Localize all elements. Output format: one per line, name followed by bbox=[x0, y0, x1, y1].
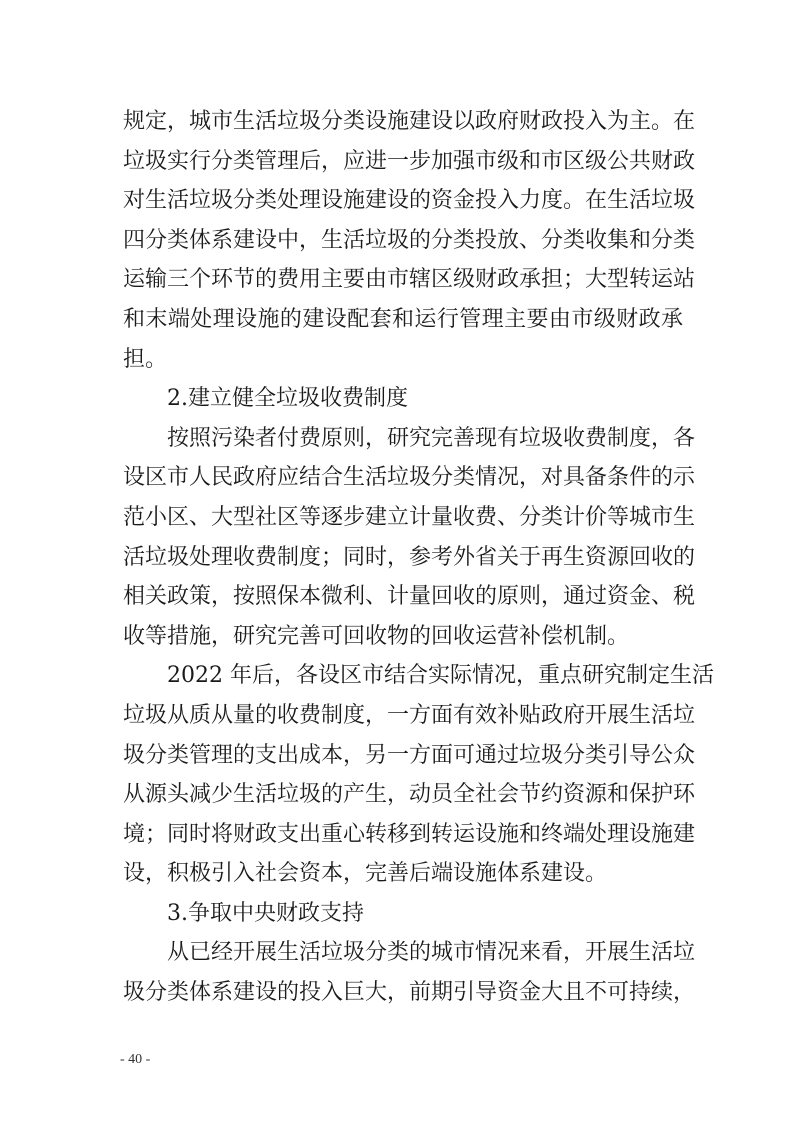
text-line: 垃圾从质从量的收费制度，一方面有效补贴政府开展生活垃 bbox=[123, 702, 696, 728]
text-line: 垃圾实行分类管理后，应进一步加强市级和市区级公共财政 bbox=[123, 148, 696, 174]
text-line: 和末端处理设施的建设配套和运行管理主要由市级财政承 bbox=[123, 306, 683, 332]
text-line: 从已经开展生活垃圾分类的城市情况来看，开展生活垃 bbox=[167, 940, 696, 966]
text-line: 从源头减少生活垃圾的产生，动员全社会节约资源和保护环 bbox=[123, 782, 696, 808]
text-line: 圾分类体系建设的投入巨大，前期引导资金大且不可持续， bbox=[123, 980, 696, 1006]
text-line: 运输三个环节的费用主要由市辖区级财政承担；大型转运站 bbox=[123, 267, 696, 293]
text-line: 规定，城市生活垃圾分类设施建设以政府财政投入为主。在 bbox=[123, 109, 696, 134]
text-line: 担。 bbox=[123, 346, 168, 372]
text-line: 按照污染者付费原则，研究完善现有垃圾收费制度，各 bbox=[167, 425, 696, 451]
text-line: 设区市人民政府应结合生活垃圾分类情况，对具备条件的示 bbox=[123, 465, 696, 491]
text-line: 相关政策，按照保本微利、计量回收的原则，通过资金、税 bbox=[123, 584, 696, 610]
text-line: 2.建立健全垃圾收费制度 bbox=[167, 386, 408, 412]
text-line: 3.争取中央财政支持 bbox=[167, 900, 364, 926]
text-line: 设，积极引入社会资本，完善后端设施体系建设。 bbox=[123, 861, 608, 887]
text-line: 活垃圾处理收费制度；同时，参考外省关于再生资源回收的 bbox=[123, 544, 696, 570]
text-line: 收等措施，研究完善可回收物的回收运营补偿机制。 bbox=[123, 623, 630, 649]
text-line: 范小区、大型社区等逐步建立计量收费、分类计价等城市生 bbox=[123, 504, 696, 530]
document-body bbox=[123, 102, 714, 1013]
page-number: - 40 - bbox=[120, 1052, 151, 1067]
text-line: 圾分类管理的支出成本，另一方面可通过垃圾分类引导公众 bbox=[123, 742, 696, 768]
text-line: 对生活垃圾分类处理设施建设的资金投入力度。在生活垃圾 bbox=[123, 188, 696, 214]
text-line: 2022 年后，各设区市结合实际情况，重点研究制定生活 bbox=[167, 663, 714, 689]
text-line: 四分类体系建设中，生活垃圾的分类投放、分类收集和分类 bbox=[123, 227, 696, 253]
text-line: 境；同时将财政支出重心转移到转运设施和终端处理设施建 bbox=[123, 821, 696, 847]
